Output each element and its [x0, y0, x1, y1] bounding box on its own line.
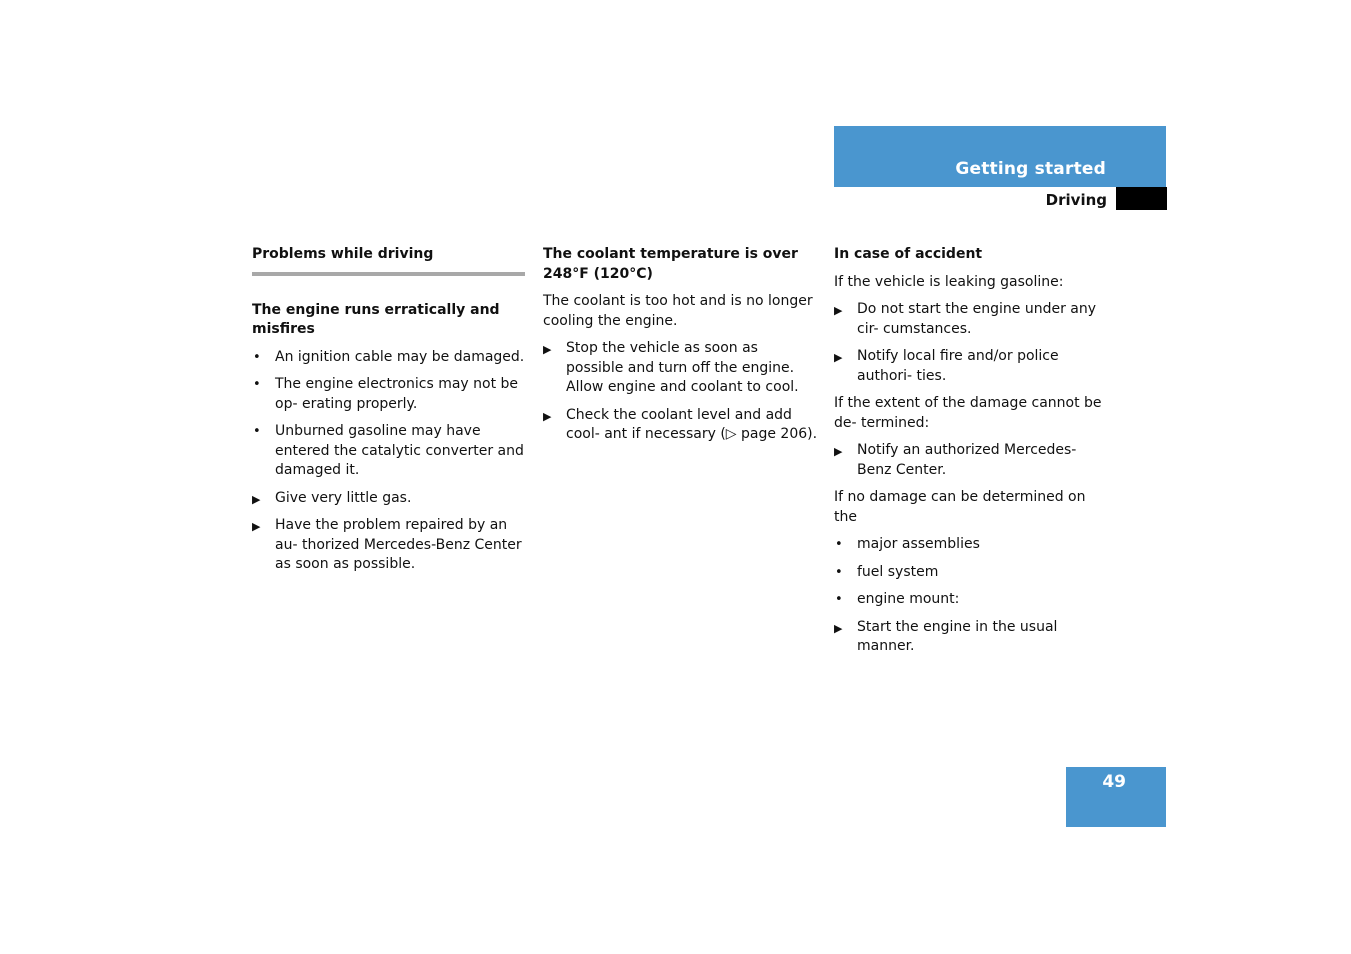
arrow-icon: ▶	[834, 445, 843, 458]
list-item	[252, 375, 527, 414]
section-heading: In case of accident	[834, 246, 983, 262]
list-item	[543, 406, 818, 445]
list-item-text: Unburned gasoline may have entered the catalytic converter and damaged it.	[275, 423, 524, 478]
list-item-text: Start the engine in the usual manner.	[857, 618, 1058, 654]
list-item-text: engine mount:	[857, 591, 960, 607]
list-item	[834, 441, 1109, 480]
paragraph: If no damage can be determined on the	[834, 489, 1086, 525]
engine-issues-list	[252, 348, 527, 575]
list-item-text: An ignition cable may be damaged.	[275, 348, 525, 365]
list-item-text: Check the coolant level and add cool- ant if necessary (▷ page 206).	[566, 406, 818, 442]
list-item	[834, 563, 1109, 583]
subheading: The engine runs erratically and misfires	[252, 301, 500, 337]
section-title: Driving	[1045, 191, 1107, 209]
list-item	[834, 590, 1109, 610]
section-heading: Problems while driving	[252, 246, 434, 262]
list-item	[252, 516, 527, 575]
arrow-icon: ▶	[543, 343, 552, 356]
arrow-icon: ▶	[834, 304, 843, 317]
column-in-case-of-accident	[834, 245, 1109, 657]
coolant-steps-list	[543, 339, 818, 445]
damage-unknown-list	[834, 441, 1109, 480]
section-heading: The coolant temperature is over 248°F (120°C)	[543, 246, 798, 282]
gasoline-leak-list	[834, 300, 1109, 386]
arrow-icon: ▶	[834, 621, 843, 635]
list-item-text: Give very little gas.	[275, 489, 412, 506]
list-item	[252, 422, 527, 481]
page-number: 49	[1102, 772, 1126, 792]
list-item	[834, 618, 1109, 657]
bullet-icon: •	[835, 537, 843, 552]
list-item	[834, 535, 1109, 555]
bullet-icon: •	[253, 377, 261, 392]
paragraph: If the vehicle is leaking gasoline:	[834, 273, 1064, 290]
list-item	[252, 348, 527, 368]
bullet-icon: •	[835, 564, 843, 580]
list-item-text: Notify an authorized Mercedes-Benz Center.	[857, 442, 1077, 478]
list-item-text: Notify local fire and/or police authori- ties.	[857, 348, 1059, 384]
arrow-icon: ▶	[252, 492, 261, 506]
list-item	[252, 489, 527, 509]
chapter-title: Getting started	[955, 159, 1106, 179]
list-item-text: major assemblies	[857, 536, 980, 552]
list-item-text: Do not start the engine under any cir- cumstances.	[857, 301, 1097, 337]
arrow-icon: ▶	[252, 520, 261, 533]
paragraph: If the extent of the damage cannot be de- termined:	[834, 395, 1102, 431]
arrow-icon: ▶	[834, 351, 843, 364]
list-item	[834, 300, 1109, 339]
section-marker	[1116, 187, 1167, 210]
column-coolant-temperature	[543, 245, 818, 445]
no-damage-list	[834, 535, 1109, 657]
heading-rule	[252, 272, 525, 276]
list-item-text: Stop the vehicle as soon as possible and turn off the engine. Allow engine and coolant to cool.	[566, 340, 799, 395]
arrow-icon: ▶	[543, 409, 552, 423]
list-item	[834, 347, 1109, 386]
page-number-box	[1066, 767, 1166, 827]
bullet-icon: •	[253, 349, 261, 365]
list-item	[543, 339, 818, 398]
list-item-text: Have the problem repaired by an au- thorized Mercedes-Benz Center as soon as possible.	[275, 517, 522, 572]
paragraph: The coolant is too hot and is no longer cooling the engine.	[543, 293, 813, 329]
list-item-text: fuel system	[857, 563, 939, 580]
list-item-text: The engine electronics may not be op- erating properly.	[275, 376, 519, 412]
chapter-header-bar	[834, 126, 1166, 187]
bullet-icon: •	[835, 592, 843, 607]
column-problems-while-driving	[252, 245, 527, 575]
bullet-icon: •	[253, 424, 261, 439]
